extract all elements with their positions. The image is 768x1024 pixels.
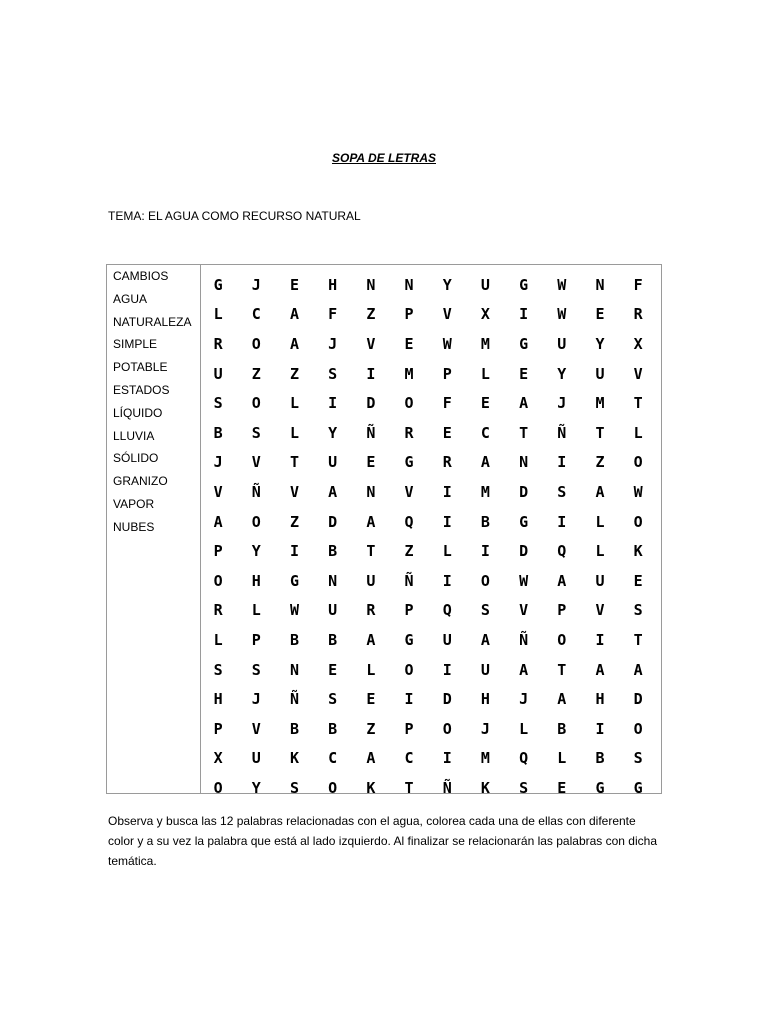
- grid-letter: M: [404, 364, 414, 383]
- grid-letter: H: [595, 690, 605, 709]
- grid-letter: E: [442, 423, 452, 442]
- grid-letter: S: [213, 660, 223, 679]
- grid-letter: E: [404, 334, 414, 353]
- grid-letter: Ñ: [519, 630, 529, 649]
- grid-letter: W: [557, 305, 567, 324]
- grid-letter: A: [557, 690, 567, 709]
- grid-letter: D: [519, 542, 529, 561]
- grid-letter: S: [633, 601, 643, 620]
- grid-letter: Y: [251, 542, 261, 561]
- grid-letter: E: [480, 394, 490, 413]
- grid-letter: S: [480, 601, 490, 620]
- word-list-item: SIMPLE: [113, 337, 158, 352]
- grid-letter: Z: [289, 512, 299, 531]
- grid-letter: I: [442, 482, 452, 501]
- grid-letter: E: [557, 778, 567, 797]
- grid-letter: P: [442, 364, 452, 383]
- grid-letter: N: [289, 660, 299, 679]
- grid-letter: G: [633, 778, 643, 797]
- grid-letter: B: [595, 749, 605, 768]
- grid-letter: A: [480, 453, 490, 472]
- word-list-item: NATURALEZA: [113, 314, 192, 329]
- grid-letter: Ñ: [442, 778, 452, 797]
- grid-letter: E: [633, 571, 643, 590]
- grid-letter: A: [557, 571, 567, 590]
- grid-letter: A: [480, 630, 490, 649]
- grid-letter: E: [366, 690, 376, 709]
- grid-letter: R: [213, 601, 223, 620]
- grid-letter: A: [595, 482, 605, 501]
- grid-letter: L: [480, 364, 490, 383]
- grid-letter: Y: [328, 423, 338, 442]
- grid-letter: G: [519, 334, 529, 353]
- grid-letter: N: [328, 571, 338, 590]
- grid-letter: L: [519, 719, 529, 738]
- grid-letter: B: [289, 719, 299, 738]
- grid-letter: S: [633, 749, 643, 768]
- grid-letter: T: [633, 394, 643, 413]
- grid-letter: Ñ: [404, 571, 414, 590]
- grid-letter: E: [366, 453, 376, 472]
- grid-letter: J: [251, 690, 261, 709]
- grid-letter: C: [251, 305, 261, 324]
- grid-letter: U: [366, 571, 376, 590]
- grid-letter: U: [595, 571, 605, 590]
- grid-letter: Ñ: [366, 423, 376, 442]
- grid-letter: B: [328, 542, 338, 561]
- grid-letter: M: [480, 482, 490, 501]
- grid-letter: V: [595, 601, 605, 620]
- grid-letter: I: [480, 542, 490, 561]
- grid-letter: A: [519, 394, 529, 413]
- word-list: [107, 265, 201, 793]
- word-list-item: POTABLE: [113, 360, 168, 375]
- grid-letter: Y: [557, 364, 567, 383]
- grid-letter: J: [557, 394, 567, 413]
- grid-letter: T: [366, 542, 376, 561]
- grid-letter: Z: [366, 719, 376, 738]
- grid-letter: J: [251, 275, 261, 294]
- grid-letter: U: [251, 749, 261, 768]
- grid-letter: F: [633, 275, 643, 294]
- grid-letter: O: [480, 571, 490, 590]
- grid-letter: I: [595, 630, 605, 649]
- grid-letter: E: [328, 660, 338, 679]
- grid-letter: S: [519, 778, 529, 797]
- grid-letter: S: [328, 690, 338, 709]
- grid-letter: O: [633, 453, 643, 472]
- grid-letter: P: [213, 719, 223, 738]
- grid-letter: H: [213, 690, 223, 709]
- grid-letter: D: [328, 512, 338, 531]
- grid-letter: Q: [557, 542, 567, 561]
- grid-letter: I: [328, 394, 338, 413]
- grid-letter: M: [480, 334, 490, 353]
- grid-letter: D: [442, 690, 452, 709]
- grid-letter: G: [213, 275, 223, 294]
- letter-grid: [199, 270, 657, 803]
- grid-letter: L: [633, 423, 643, 442]
- grid-letter: V: [289, 482, 299, 501]
- grid-letter: Ñ: [557, 423, 567, 442]
- grid-letter: O: [251, 334, 261, 353]
- grid-letter: K: [366, 778, 376, 797]
- grid-letter: R: [213, 334, 223, 353]
- grid-letter: W: [557, 275, 567, 294]
- grid-letter: E: [289, 275, 299, 294]
- grid-letter: O: [213, 778, 223, 797]
- grid-letter: T: [404, 778, 414, 797]
- grid-letter: A: [366, 512, 376, 531]
- grid-letter: I: [442, 660, 452, 679]
- grid-letter: P: [251, 630, 261, 649]
- grid-letter: Ñ: [289, 690, 299, 709]
- grid-letter: O: [633, 719, 643, 738]
- grid-letter: V: [251, 453, 261, 472]
- grid-letter: C: [404, 749, 414, 768]
- grid-letter: O: [328, 778, 338, 797]
- grid-letter: X: [213, 749, 223, 768]
- grid-letter: O: [404, 660, 414, 679]
- grid-letter: E: [519, 364, 529, 383]
- grid-letter: N: [519, 453, 529, 472]
- grid-letter: U: [328, 601, 338, 620]
- grid-letter: D: [366, 394, 376, 413]
- grid-letter: D: [633, 690, 643, 709]
- grid-letter: A: [289, 334, 299, 353]
- grid-letter: I: [595, 719, 605, 738]
- word-list-item: CAMBIOS: [113, 269, 169, 283]
- grid-letter: P: [213, 542, 223, 561]
- grid-letter: P: [404, 601, 414, 620]
- theme-heading: TEMA: EL AGUA COMO RECURSO NATURAL: [108, 209, 361, 223]
- grid-letter: T: [595, 423, 605, 442]
- grid-letter: S: [328, 364, 338, 383]
- grid-letter: Q: [519, 749, 529, 768]
- grid-letter: I: [557, 512, 567, 531]
- grid-letter: O: [557, 630, 567, 649]
- grid-letter: S: [289, 778, 299, 797]
- grid-letter: H: [328, 275, 338, 294]
- grid-letter: L: [213, 305, 223, 324]
- grid-letter: Q: [404, 512, 414, 531]
- grid-letter: G: [519, 512, 529, 531]
- grid-letter: A: [289, 305, 299, 324]
- grid-letter: J: [519, 690, 529, 709]
- grid-letter: J: [328, 334, 338, 353]
- grid-letter: S: [213, 394, 223, 413]
- page-title: SOPA DE LETRAS: [331, 151, 436, 165]
- grid-letter: K: [289, 749, 299, 768]
- grid-letter: L: [595, 512, 605, 531]
- grid-letter: S: [557, 482, 567, 501]
- grid-letter: B: [328, 719, 338, 738]
- grid-letter: T: [633, 630, 643, 649]
- grid-letter: E: [595, 305, 605, 324]
- grid-letter: R: [404, 423, 414, 442]
- grid-letter: G: [404, 453, 414, 472]
- grid-letter: G: [519, 275, 529, 294]
- grid-letter: I: [442, 749, 452, 768]
- grid-letter: W: [442, 334, 452, 353]
- grid-letter: G: [404, 630, 414, 649]
- grid-letter: F: [328, 305, 338, 324]
- letter-grid-area: [201, 265, 661, 797]
- grid-letter: I: [289, 542, 299, 561]
- grid-letter: L: [557, 749, 567, 768]
- grid-letter: W: [633, 482, 643, 501]
- grid-letter: V: [213, 482, 223, 501]
- grid-letter: T: [289, 453, 299, 472]
- grid-letter: B: [557, 719, 567, 738]
- grid-letter: J: [213, 453, 223, 472]
- grid-letter: R: [442, 453, 452, 472]
- grid-letter: V: [366, 334, 376, 353]
- grid-letter: O: [442, 719, 452, 738]
- grid-letter: L: [213, 630, 223, 649]
- grid-letter: U: [442, 630, 452, 649]
- word-list-item: LÍQUIDO: [113, 405, 163, 420]
- grid-letter: G: [289, 571, 299, 590]
- grid-letter: Z: [404, 542, 414, 561]
- grid-letter: H: [480, 690, 490, 709]
- grid-letter: O: [633, 512, 643, 531]
- grid-letter: U: [213, 364, 223, 383]
- grid-letter: R: [633, 305, 643, 324]
- grid-letter: V: [404, 482, 414, 501]
- grid-letter: A: [595, 660, 605, 679]
- grid-letter: W: [289, 601, 299, 620]
- grid-letter: I: [557, 453, 567, 472]
- grid-letter: M: [595, 394, 605, 413]
- grid-letter: Q: [442, 601, 452, 620]
- grid-letter: O: [251, 512, 261, 531]
- grid-letter: A: [519, 660, 529, 679]
- grid-letter: X: [480, 305, 490, 324]
- grid-letter: U: [595, 364, 605, 383]
- grid-letter: Ñ: [251, 482, 261, 501]
- grid-letter: Z: [289, 364, 299, 383]
- grid-letter: C: [480, 423, 490, 442]
- grid-letter: N: [404, 275, 414, 294]
- grid-letter: N: [366, 275, 376, 294]
- grid-letter: V: [519, 601, 529, 620]
- grid-letter: D: [519, 482, 529, 501]
- grid-letter: K: [480, 778, 490, 797]
- grid-letter: J: [480, 719, 490, 738]
- grid-letter: U: [557, 334, 567, 353]
- grid-letter: Z: [366, 305, 376, 324]
- grid-letter: I: [366, 364, 376, 383]
- grid-letter: I: [404, 690, 414, 709]
- grid-letter: X: [633, 334, 643, 353]
- grid-letter: R: [366, 601, 376, 620]
- grid-letter: G: [595, 778, 605, 797]
- grid-letter: B: [328, 630, 338, 649]
- grid-letter: Y: [251, 778, 261, 797]
- grid-letter: B: [480, 512, 490, 531]
- grid-letter: C: [328, 749, 338, 768]
- grid-letter: L: [442, 542, 452, 561]
- grid-letter: P: [404, 719, 414, 738]
- grid-letter: M: [480, 749, 490, 768]
- grid-letter: V: [251, 719, 261, 738]
- grid-letter: U: [328, 453, 338, 472]
- grid-letter: A: [366, 630, 376, 649]
- grid-letter: V: [633, 364, 643, 383]
- word-list-item: LLUVIA: [113, 428, 155, 443]
- grid-letter: A: [213, 512, 223, 531]
- grid-letter: N: [595, 275, 605, 294]
- grid-letter: F: [442, 394, 452, 413]
- grid-letter: I: [442, 512, 452, 531]
- grid-letter: K: [633, 542, 643, 561]
- grid-letter: Y: [595, 334, 605, 353]
- grid-letter: B: [213, 423, 223, 442]
- grid-letter: Z: [595, 453, 605, 472]
- word-search-table: [106, 264, 662, 797]
- grid-letter: H: [251, 571, 261, 590]
- grid-letter: U: [480, 660, 490, 679]
- grid-letter: I: [442, 571, 452, 590]
- grid-letter: W: [519, 571, 529, 590]
- word-list-item: VAPOR: [113, 496, 155, 511]
- grid-letter: L: [595, 542, 605, 561]
- grid-letter: L: [289, 394, 299, 413]
- grid-letter: T: [519, 423, 529, 442]
- grid-letter: O: [404, 394, 414, 413]
- grid-letter: L: [366, 660, 376, 679]
- word-list-item: ESTADOS: [113, 382, 170, 397]
- grid-letter: L: [251, 601, 261, 620]
- grid-letter: N: [366, 482, 376, 501]
- grid-letter: B: [289, 630, 299, 649]
- grid-letter: L: [289, 423, 299, 442]
- word-list-item: SÓLIDO: [113, 451, 159, 466]
- grid-letter: P: [404, 305, 414, 324]
- instructions-text: Observa y busca las 12 palabras relacionadas con el agua, colorea cada una de ellas con diferente color y a su vez la palabra que está al lado izquierdo. Al finalizar se relacionarán las palabras con dicha temática.: [108, 814, 657, 868]
- grid-letter: Z: [251, 364, 261, 383]
- grid-letter: U: [480, 275, 490, 294]
- grid-letter: T: [557, 660, 567, 679]
- grid-letter: I: [519, 305, 529, 324]
- grid-letter: S: [251, 423, 261, 442]
- grid-letter: A: [633, 660, 643, 679]
- grid-letter: V: [442, 305, 452, 324]
- grid-letter: Y: [442, 275, 452, 294]
- grid-letter: S: [251, 660, 261, 679]
- grid-letter: P: [557, 601, 567, 620]
- grid-letter: A: [328, 482, 338, 501]
- word-list-item: GRANIZO: [113, 474, 168, 489]
- grid-letter: A: [366, 749, 376, 768]
- word-list-item: AGUA: [113, 291, 148, 306]
- word-list-item: NUBES: [113, 519, 155, 534]
- grid-letter: O: [251, 394, 261, 413]
- grid-letter: O: [213, 571, 223, 590]
